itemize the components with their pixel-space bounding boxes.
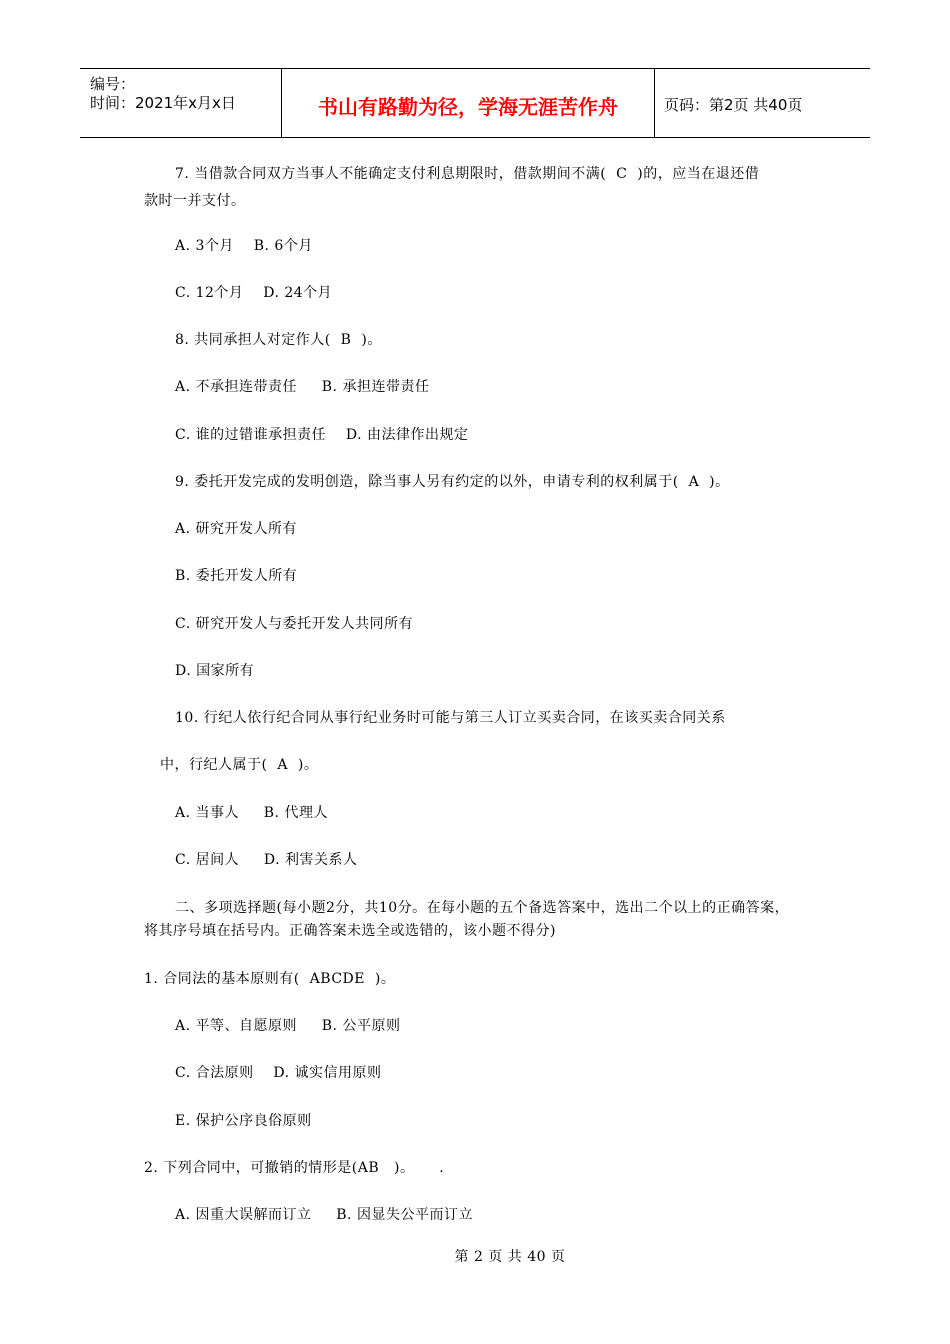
mc-question-2: 2. 下列合同中，可撤销的情形是(AB )。 . — [144, 1160, 445, 1176]
page-footer: 第 2 页 共 40 页 — [454, 1249, 566, 1265]
date-line: 时间：2021年x月x日 — [90, 94, 236, 112]
header-meta — [80, 69, 282, 137]
mc-question-1-options-cd: C. 合法原则 D. 诚实信用原则 — [175, 1065, 382, 1081]
question-7-options-cd: C. 12个月 D. 24个月 — [175, 285, 333, 301]
question-10-options-ab: A. 当事人 B. 代理人 — [175, 805, 328, 821]
question-7-line-1: 7. 当借款合同双方当事人不能确定支付利息期限时，借款期间不满( C )的，应当在退还借 — [175, 166, 760, 182]
question-10-line-2: 中，行纪人属于( A )。 — [160, 757, 319, 773]
question-8-options-cd: C. 谁的过错谁承担责任 D. 由法律作出规定 — [175, 427, 469, 443]
mc-question-1-option-e: E. 保护公序良俗原则 — [175, 1113, 312, 1129]
question-9-option-a: A. 研究开发人所有 — [175, 521, 298, 537]
question-8: 8. 共同承担人对定作人( B )。 — [175, 332, 382, 348]
section-2-heading-line-2: 将其序号填在括号内。正确答案未选全或选错的，该小题不得分) — [144, 923, 556, 939]
number-label: 编号： — [90, 75, 136, 93]
question-7-options-ab: A. 3个月 B. 6个月 — [175, 238, 313, 254]
question-9-option-d: D. 国家所有 — [175, 663, 255, 679]
header-motto: 书山有路勤为径，学海无涯苦作舟 — [282, 69, 655, 137]
question-9-option-b: B. 委托开发人所有 — [175, 568, 298, 584]
question-9: 9. 委托开发完成的发明创造，除当事人另有约定的以外，申请专利的权利属于( A )。 — [175, 474, 730, 490]
mc-question-2-options-ab: A. 因重大误解而订立 B. 因显失公平而订立 — [175, 1207, 473, 1223]
question-8-options-ab: A. 不承担连带责任 B. 承担连带责任 — [175, 379, 430, 395]
document-header — [80, 68, 870, 138]
question-10-line-1: 10. 行纪人依行纪合同从事行纪业务时可能与第三人订立买卖合同，在该买卖合同关系 — [175, 710, 726, 726]
mc-question-1-options-ab: A. 平等、自愿原则 B. 公平原则 — [175, 1018, 401, 1034]
question-7-line-2: 款时一并支付。 — [144, 193, 246, 209]
header-page-info: 页码：第2页 共40页 — [664, 95, 803, 114]
question-10-options-cd: C. 居间人 D. 利害关系人 — [175, 852, 358, 868]
question-9-option-c: C. 研究开发人与委托开发人共同所有 — [175, 616, 414, 632]
section-2-heading-line-1: 二、多项选择题(每小题2分，共10分。在每小题的五个备选答案中，选出二个以上的正确答案， — [175, 900, 790, 916]
mc-question-1: 1. 合同法的基本原则有( ABCDE )。 — [144, 971, 396, 987]
